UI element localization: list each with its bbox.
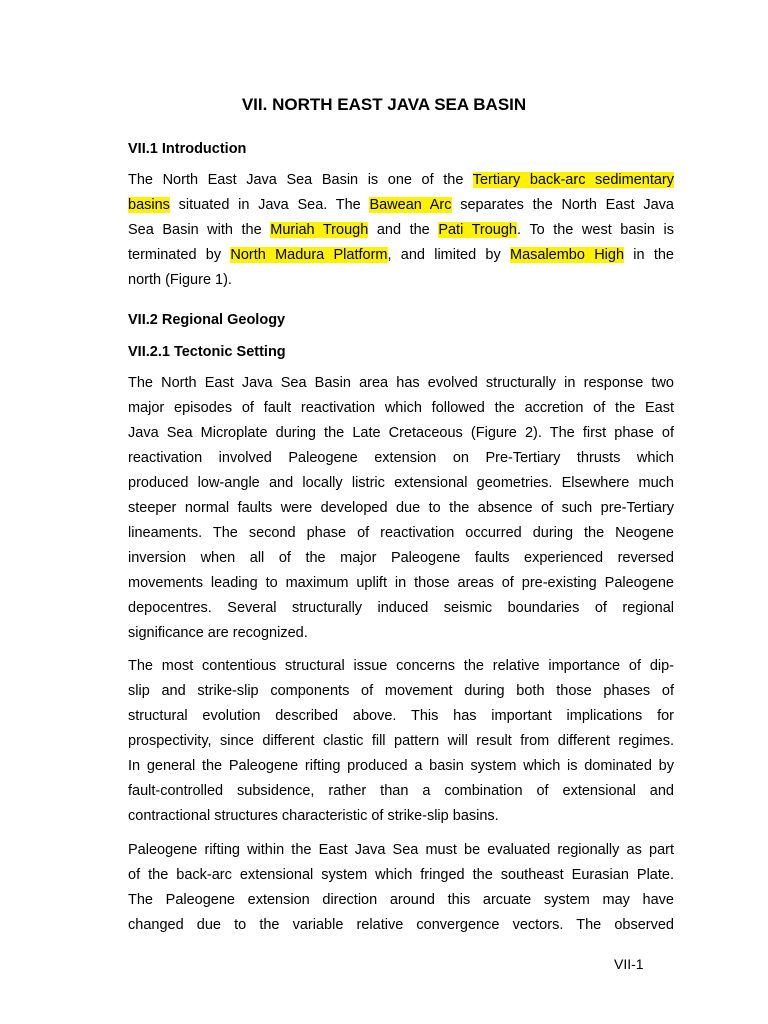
paragraph-line: The most contentious structural issue concerns the relative importance of dip- [128, 658, 674, 674]
text-run: and the [368, 222, 439, 238]
section-heading-introduction: VII.1 Introduction [128, 141, 247, 157]
paragraph-line: produced low-angle and locally listric extensional geometries. Elsewhere much [128, 475, 674, 491]
paragraph-line: slip and strike-slip components of movement during both those phases of [128, 683, 674, 699]
text-run: situated in Java Sea. The [169, 197, 370, 213]
text-run: in the [624, 247, 674, 263]
text-run: , and limited by [387, 247, 510, 263]
tectonic-paragraph-2 [128, 654, 674, 829]
paragraph-line: depocentres. Several structurally induced seismic boundaries of regional [128, 600, 674, 616]
paragraph-line: inversion when all of the major Paleogene faults experienced reversed [128, 550, 674, 566]
paragraph-line: Paleogene rifting within the East Java Sea must be evaluated regionally as part [128, 842, 674, 858]
intro-paragraph [128, 168, 674, 293]
paragraph-line: structural evolution described above. This has important implications for [128, 708, 674, 724]
paragraph-line: significance are recognized. [128, 625, 308, 641]
paragraph-line: In general the Paleogene rifting produced a basin system which is dominated by [128, 758, 674, 774]
intro-line [128, 218, 674, 243]
intro-line [128, 243, 674, 268]
paragraph-line: prospectivity, since different clastic fill pattern will result from different regimes. [128, 733, 674, 749]
paragraph-line: lineaments. The second phase of reactivation occurred during the Neogene [128, 525, 674, 541]
text-run: Sea Basin with the [128, 222, 271, 238]
text-run: separates the North East Java [451, 197, 674, 213]
paragraph-line: movements leading to maximum uplift in those areas of pre-existing Paleogene [128, 575, 674, 591]
page-number: VII-1 [614, 956, 644, 972]
paragraph-line: of the back-arc extensional system which fringed the southeast Eurasian Plate. [128, 867, 674, 883]
paragraph-line: steeper normal faults were developed due to the absence of such pre-Tertiary [128, 500, 674, 516]
highlighted-term: Pati Trough [438, 222, 517, 238]
tectonic-paragraph-1 [128, 371, 674, 646]
tectonic-paragraph-3 [128, 838, 674, 938]
intro-line: north (Figure 1). [128, 272, 232, 288]
highlighted-term: Muriah Trough [270, 222, 369, 238]
paragraph-line: Java Sea Microplate during the Late Cretaceous (Figure 2). The first phase of [128, 425, 674, 441]
highlighted-term: Masalembo High [509, 247, 625, 263]
paragraph-line: major episodes of fault reactivation which followed the accretion of the East [128, 400, 674, 416]
highlighted-term: Tertiary back-arc sedimentary [472, 172, 675, 188]
paragraph-line: contractional structures characteristic of strike-slip basins. [128, 808, 499, 824]
paragraph-line: The North East Java Sea Basin area has evolved structurally in response two [128, 375, 674, 391]
section-heading-tectonic-setting: VII.2.1 Tectonic Setting [128, 344, 286, 360]
highlighted-term: Bawean Arc [369, 197, 452, 213]
text-run: terminated by [128, 247, 231, 263]
paragraph-line: The Paleogene extension direction around this arcuate system may have [128, 892, 674, 908]
paragraph-line: reactivation involved Paleogene extension on Pre-Tertiary thrusts which [128, 450, 674, 466]
paragraph-line: fault-controlled subsidence, rather than a combination of extensional and [128, 783, 674, 799]
highlighted-term: basins [128, 197, 170, 213]
intro-line [128, 168, 674, 193]
text-run: The North East Java Sea Basin is one of the [128, 172, 473, 188]
text-run: . To the west basin is [517, 222, 674, 238]
page-title: VII. NORTH EAST JAVA SEA BASIN [241, 95, 527, 114]
intro-line [128, 193, 674, 218]
highlighted-term: North Madura Platform [230, 247, 388, 263]
paragraph-line: changed due to the variable relative convergence vectors. The observed [128, 917, 674, 933]
section-heading-regional-geology: VII.2 Regional Geology [128, 312, 286, 328]
